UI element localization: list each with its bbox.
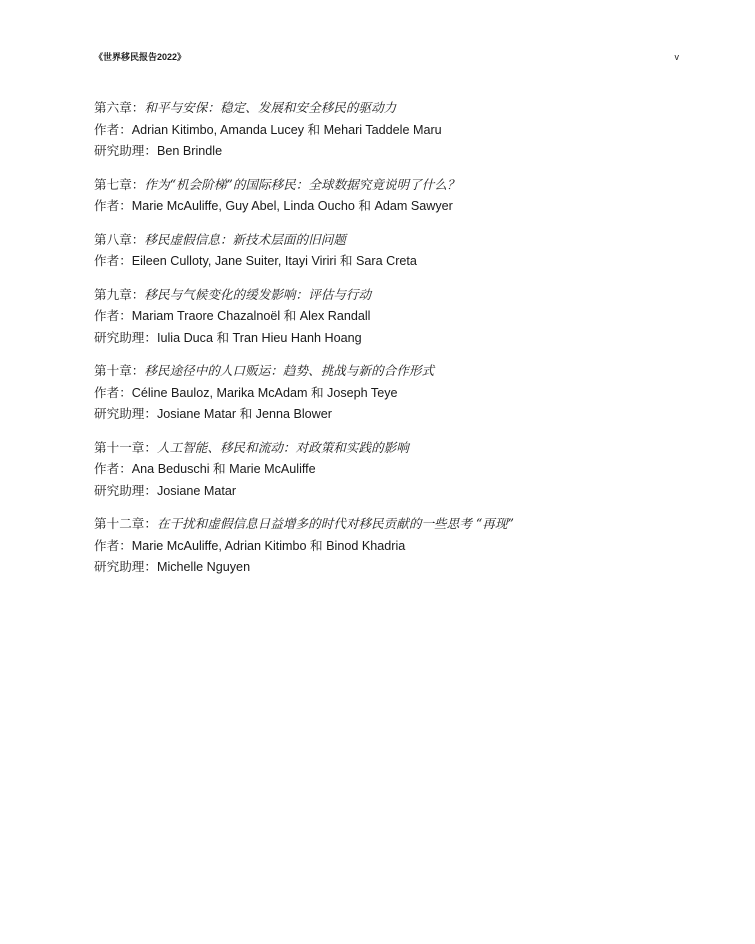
research-assistants-names: Ben Brindle <box>156 144 223 158</box>
chapter-entry-10 <box>94 360 694 426</box>
running-header <box>94 50 679 64</box>
authors-names: Marie McAuliffe, Adrian Kitimbo 和 Binod Khadria <box>131 538 406 553</box>
authors-names: Eileen Culloty, Jane Suiter, Itayi Viriri 和 Sara Creta <box>131 254 417 268</box>
chapter-title: 移民与气候变化的缓发影响：评估与行动 <box>144 286 372 302</box>
chapter-entry-9 <box>94 284 694 350</box>
contributors-list <box>94 97 694 590</box>
research-assistants-label: 研究助理： <box>94 407 157 421</box>
authors-label: 作者： <box>94 309 132 323</box>
authors-label: 作者： <box>94 538 132 553</box>
authors-names: Marie McAuliffe, Guy Abel, Linda Oucho 和 Adam Sawyer <box>131 199 453 213</box>
research-assistants-line <box>94 404 694 426</box>
authors-names: Ana Beduschi 和 Marie McAuliffe <box>131 462 316 476</box>
research-assistants-names: Iulia Duca 和 Tran Hieu Hanh Hoang <box>156 330 362 345</box>
authors-line <box>94 251 694 273</box>
research-assistants-label: 研究助理： <box>94 560 157 574</box>
chapter-entry-12 <box>94 513 694 579</box>
research-assistants-names: Josiane Matar 和 Jenna Blower <box>156 407 332 421</box>
chapter-number: 第十章： <box>94 364 145 378</box>
report-title: 《世界移民报告2022》 <box>94 52 187 62</box>
chapter-number: 第八章： <box>94 232 145 247</box>
authors-label: 作者： <box>94 199 132 213</box>
chapter-heading <box>94 360 694 383</box>
chapter-entry-8 <box>94 229 694 273</box>
authors-line <box>94 120 694 142</box>
page-number: v <box>674 52 679 62</box>
chapter-title: 作为“机会阶梯”的国际移民：全球数据究竟说明了什么？ <box>144 176 460 192</box>
authors-line <box>94 196 694 218</box>
authors-line <box>94 306 694 328</box>
authors-names: Céline Bauloz, Marika McAdam 和 Joseph Teye <box>131 385 398 400</box>
chapter-number: 第六章： <box>94 101 145 115</box>
authors-label: 作者： <box>94 462 132 476</box>
chapter-title: 人工智能、移民和流动：对政策和实践的影响 <box>156 439 409 455</box>
authors-names: Mariam Traore Chazalnoël 和 Alex Randall <box>131 309 371 323</box>
chapter-heading <box>94 229 694 252</box>
research-assistants-names: Michelle Nguyen <box>156 560 251 574</box>
research-assistants-names: Josiane Matar <box>156 483 237 498</box>
chapter-entry-7 <box>94 174 694 218</box>
authors-line <box>94 459 694 481</box>
research-assistants-line <box>94 481 694 503</box>
authors-names: Adrian Kitimbo, Amanda Lucey 和 Mehari Taddele Maru <box>131 122 442 137</box>
chapter-number: 第九章： <box>94 287 145 302</box>
research-assistants-label: 研究助理： <box>94 483 157 498</box>
authors-label: 作者： <box>94 385 132 400</box>
chapter-title: 移民途径中的人口贩运：趋势、挑战与新的合作形式 <box>144 363 435 378</box>
authors-line <box>94 383 694 405</box>
research-assistants-line <box>94 141 694 163</box>
chapter-heading <box>94 437 694 460</box>
chapter-entry-6 <box>94 97 694 163</box>
chapter-heading <box>94 284 694 307</box>
chapter-title: 移民虚假信息：新技术层面的旧问题 <box>144 231 346 247</box>
chapter-title: 和平与安保：稳定、发展和安全移民的驱动力 <box>144 100 397 115</box>
authors-label: 作者： <box>94 254 132 268</box>
chapter-number: 第十二章： <box>94 517 157 531</box>
research-assistants-label: 研究助理： <box>94 144 157 158</box>
chapter-number: 第七章： <box>94 177 145 192</box>
research-assistants-label: 研究助理： <box>94 330 157 345</box>
authors-line <box>94 536 694 558</box>
research-assistants-line <box>94 328 694 350</box>
chapter-heading <box>94 97 694 120</box>
chapter-heading <box>94 174 694 197</box>
chapter-number: 第十一章： <box>94 440 157 455</box>
research-assistants-line <box>94 557 694 579</box>
chapter-entry-11 <box>94 437 694 503</box>
chapter-title: 在干扰和虚假信息日益增多的时代对移民贡献的一些思考 “再现” <box>156 516 514 531</box>
authors-label: 作者： <box>94 122 132 137</box>
chapter-heading <box>94 513 694 536</box>
